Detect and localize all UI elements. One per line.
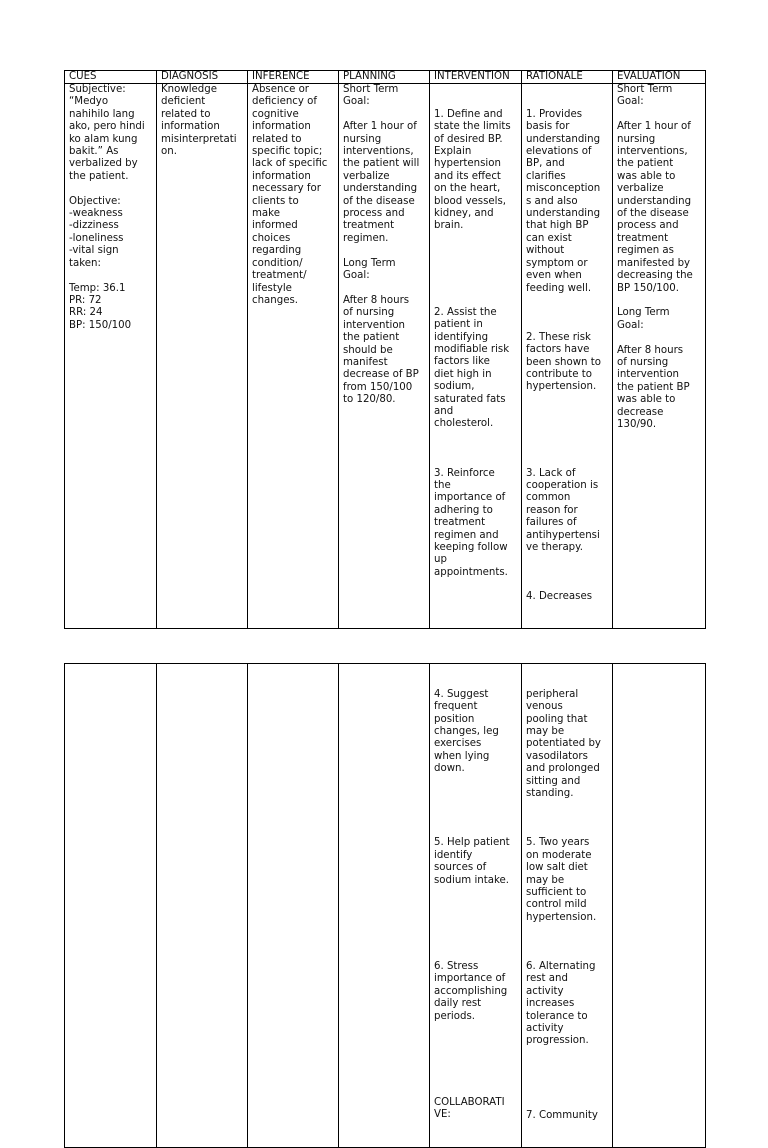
header-evaluation: EVALUATION — [613, 71, 706, 84]
header-cues: CUES — [65, 71, 157, 84]
intervention-item: 1. Define and state the limits of desired BP. Explain hypertension and its effect on the heart, blood vessels, kidney, and brain. — [434, 108, 511, 232]
header-inference: INFERENCE — [248, 71, 339, 84]
header-rationale: RATIONALE — [522, 71, 613, 84]
header-intervention: INTERVENTION — [430, 71, 522, 84]
rationale-item: 3. Lack of cooperation is common reason for failures of antihypertensi ve therapy. — [526, 467, 600, 553]
rationale-item: peripheral venous pooling that may be potentiated by vasodilators and prolonged sitting and standing. — [526, 688, 601, 800]
inference-cell: Absence or deficiency of cognitive information related to specific topic; lack of specific information necessary for clients to make informed choices regarding condition/ treatment/ lifestyle changes. — [248, 84, 339, 629]
rationale-item: 6. Alternating rest and activity increases tolerance to activity progression. — [526, 960, 596, 1047]
rationale-item: 7. Community — [526, 1109, 598, 1121]
header-planning: PLANNING — [339, 71, 430, 84]
rationale-item: 1. Provides basis for understanding elevations of BP, and clarifies misconception s and also understanding that high BP can exist without symptom or even when feeding well. — [526, 108, 601, 294]
planning-cell: Short Term Goal: After 1 hour of nursing interventions, the patient will verbalize understanding of the disease process and treatment regimen. Long Term Goal: After 8 hours of nursing intervention the patient should be manifest decrease of BP from 150/100 to 120/80. — [339, 84, 430, 629]
header-diagnosis: DIAGNOSIS — [157, 71, 248, 84]
intervention-cell — [430, 664, 522, 1148]
intervention-item: 2. Assist the patient in identifying modifiable risk factors like diet high in sodium, saturated fats and cholesterol. — [434, 306, 510, 430]
rationale-cell — [522, 664, 613, 1148]
intervention-item: COLLABORATI VE: — [434, 1096, 505, 1121]
rationale-item: 4. Decreases — [526, 591, 593, 603]
intervention-cell — [430, 84, 522, 629]
table-row — [65, 84, 706, 629]
rationale-cell — [522, 84, 613, 629]
diagnosis-cell — [157, 664, 248, 1148]
rationale-item: 5. Two years on moderate low salt diet may be sufficient to control mild hypertension. — [526, 837, 597, 923]
care-plan-table-page-1 — [64, 70, 706, 629]
cues-cell — [65, 664, 157, 1148]
diagnosis-cell: Knowledge deficient related to information misinterpretati on. — [157, 84, 248, 629]
cues-cell: Subjective: “Medyo nahihilo lang ako, pero hindi ko alam kung bakit.” As verbalized by the patient. Objective: -weakness -dizziness -loneliness -vital sign taken: Temp: 36.1 PR: 72 RR: 24 BP: 150/100 — [65, 84, 157, 629]
evaluation-cell — [613, 664, 706, 1148]
intervention-item: 6. Stress importance of accomplishing daily rest periods. — [434, 960, 508, 1022]
intervention-item: 3. Reinforce the importance of adhering to treatment regimen and keeping follow up appointments. — [434, 467, 508, 578]
planning-cell — [339, 664, 430, 1148]
intervention-item: 5. Help patient identify sources of sodium intake. — [434, 837, 510, 886]
evaluation-cell: Short Term Goal: After 1 hour of nursing interventions, the patient was able to verbalize understanding of the disease process and treatment regimen as manifested by decreasing the BP 150/100. Long Term Goal: After 8 hours of nursing intervention the patient BP was able to decrease 130/90. — [613, 84, 706, 629]
rationale-item: 2. These risk factors have been shown to contribute to hypertension. — [526, 331, 601, 393]
table-row — [65, 664, 706, 1148]
header-row — [65, 71, 706, 84]
inference-cell — [248, 664, 339, 1148]
care-plan-table-page-2 — [64, 663, 706, 1148]
intervention-item: 4. Suggest frequent position changes, leg exercises when lying down. — [434, 688, 499, 775]
